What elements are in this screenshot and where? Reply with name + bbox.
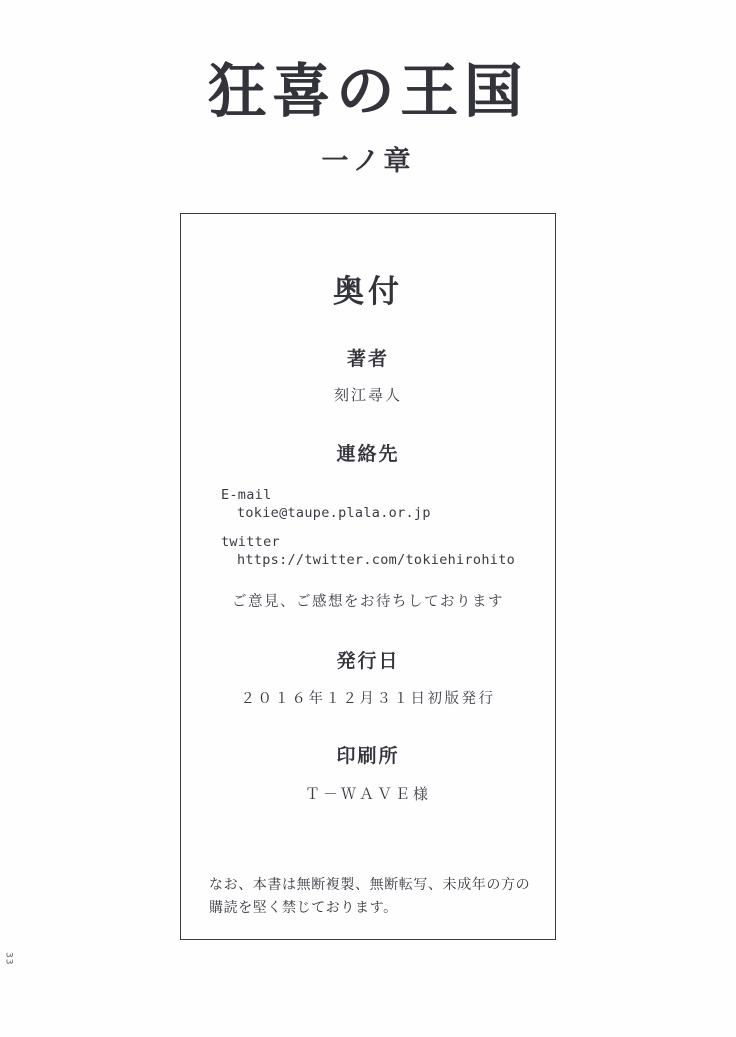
printer-group bbox=[181, 741, 555, 804]
publish-value: ２０１６年１２月３１日初版発行 bbox=[240, 691, 496, 707]
contact-label: 連絡先 bbox=[336, 443, 400, 465]
publish-group bbox=[181, 646, 555, 708]
colophon-box bbox=[180, 213, 556, 940]
publish-label: 発行日 bbox=[336, 650, 400, 672]
contact-lines bbox=[221, 487, 515, 568]
page-title: 狂喜の王国 bbox=[207, 57, 528, 125]
page-subtitle: 一ノ章 bbox=[321, 145, 415, 177]
notice-text bbox=[209, 874, 539, 919]
twitter-label: twitter bbox=[220, 534, 280, 550]
email-value[interactable]: tokie@taupe.plala.or.jp bbox=[236, 505, 431, 521]
printer-value: Ｔ－ＷＡＶＥ様 bbox=[304, 785, 431, 803]
author-label: 著者 bbox=[346, 348, 389, 370]
twitter-value[interactable]: https://twitter.com/tokiehirohito bbox=[236, 552, 516, 568]
notice-line-1: なお、本書は無断複製、無断転写、未成年の方の bbox=[209, 877, 531, 894]
colophon-content bbox=[181, 266, 555, 991]
title-block bbox=[0, 58, 736, 178]
contact-spacer bbox=[221, 521, 515, 534]
email-label: E-mail bbox=[220, 487, 272, 503]
colophon-heading: 奥付 bbox=[333, 274, 403, 310]
author-value: 刻江尋人 bbox=[333, 386, 402, 404]
notice-line-2: 購読を堅く禁じております。 bbox=[209, 899, 398, 916]
page-number: 33 bbox=[3, 951, 14, 965]
contact-comment: ご意見、ご感想をお待ちしております bbox=[232, 594, 504, 610]
author-group bbox=[181, 344, 555, 405]
printer-label: 印刷所 bbox=[336, 745, 400, 767]
contact-group bbox=[181, 439, 555, 611]
